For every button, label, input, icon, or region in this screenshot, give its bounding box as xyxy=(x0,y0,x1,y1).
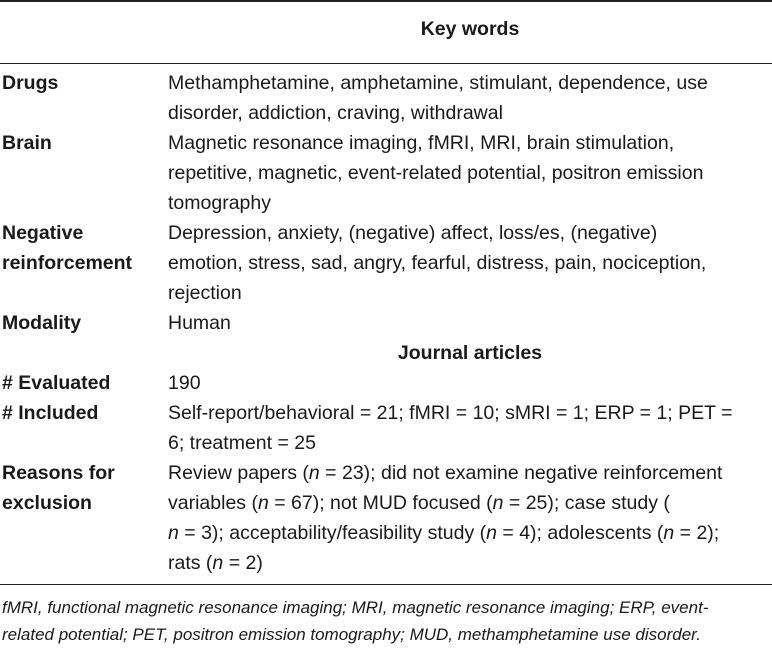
value-line: Depression, anxiety, (negative) affect, loss/es, (negative) xyxy=(168,222,658,244)
row-label: Brain xyxy=(2,132,52,154)
value-line: Human xyxy=(168,312,231,334)
header-rule xyxy=(0,63,772,64)
value-line: Review papers (n = 23); did not examine negative reinforcement xyxy=(168,462,723,484)
label-line: exclusion xyxy=(2,492,92,514)
row-value xyxy=(168,398,768,458)
top-rule xyxy=(0,0,772,2)
table-footnote xyxy=(2,594,770,648)
label-line: Reasons for xyxy=(2,462,115,484)
footnote-line: fMRI, functional magnetic resonance imaging; MRI, magnetic resonance imaging; ERP, event- xyxy=(2,598,709,617)
bottom-rule xyxy=(0,584,772,585)
row-label xyxy=(2,218,162,278)
row-value xyxy=(168,128,768,218)
label-line: reinforcement xyxy=(2,252,133,274)
value-line: n = 3); acceptability/feasibility study (n = 4); adolescents (n = 2); xyxy=(168,522,720,544)
value-line: rats (n = 2) xyxy=(168,552,263,574)
header-key-words: Key words xyxy=(420,18,520,40)
row-value xyxy=(168,458,768,578)
row-value xyxy=(168,68,768,128)
row-label: Drugs xyxy=(2,72,59,94)
row-label: # Evaluated xyxy=(2,372,111,394)
value-line: rejection xyxy=(168,282,242,304)
footnote-line: related potential; PET, positron emission tomography; MUD, methamphetamine use disorder. xyxy=(2,625,701,644)
value-line: repetitive, magnetic, event-related potential, positron emission xyxy=(168,162,704,184)
value-line: Magnetic resonance imaging, fMRI, MRI, brain stimulation, xyxy=(168,132,675,154)
value-line: Methamphetamine, amphetamine, stimulant, dependence, use xyxy=(168,72,708,94)
row-value xyxy=(168,368,768,398)
row-label: Modality xyxy=(2,312,82,334)
row-value xyxy=(168,308,768,338)
row-label xyxy=(2,458,162,518)
value-line: disorder, addiction, craving, withdrawal xyxy=(168,102,503,124)
row-label: # Included xyxy=(2,402,99,424)
value-line: 190 xyxy=(168,372,201,394)
value-line: tomography xyxy=(168,192,271,214)
value-line: variables (n = 67); not MUD focused (n = 25); case study ( xyxy=(168,492,670,514)
value-line: Self-report/behavioral = 21; fMRI = 10; sMRI = 1; ERP = 1; PET = xyxy=(168,402,733,424)
value-line: 6; treatment = 25 xyxy=(168,432,316,454)
section-title-journal-articles: Journal articles xyxy=(397,342,543,364)
row-value xyxy=(168,218,768,308)
value-line: emotion, stress, sad, angry, fearful, distress, pain, nociception, xyxy=(168,252,707,274)
label-line: Negative xyxy=(2,222,84,244)
